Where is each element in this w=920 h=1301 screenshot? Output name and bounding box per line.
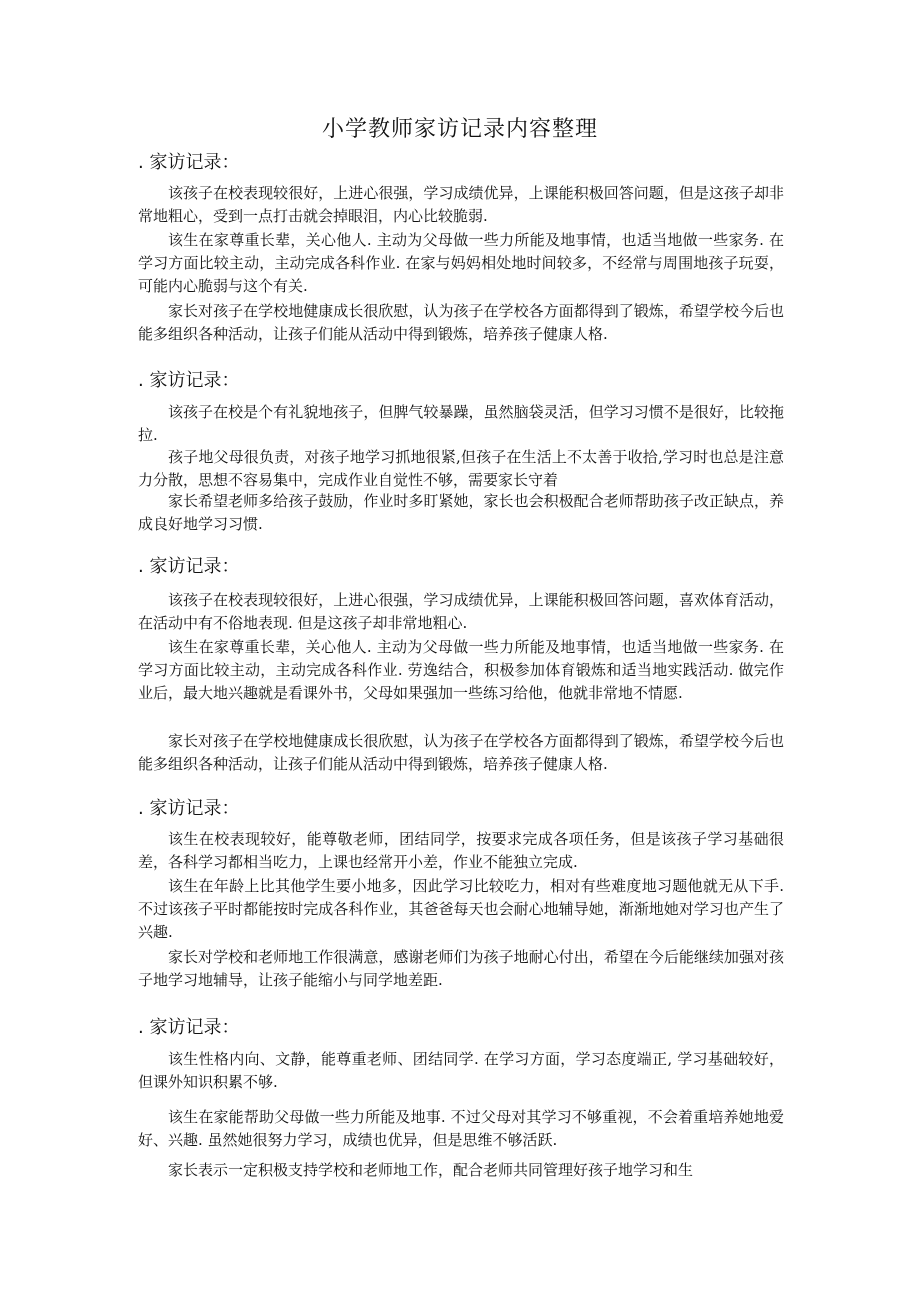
record-paragraph: 该孩子在校表现较很好，上进心很强，学习成绩优异，上课能积极回答问题，喜欢体育活动，在活动中有不俗地表现. 但是这孩子却非常地粗心. [138, 591, 784, 632]
document-title: 小学教师家访记录内容整理 [321, 117, 598, 142]
record-paragraph: 该生性格内向、文静，能尊重老师、团结同学. 在学习方面，学习态度端正, 学习基础较好，但课外知识积累不够. [138, 1050, 784, 1091]
record-paragraph: 该孩子在校表现较很好，上进心很强，学习成绩优异，上课能积极回答问题，但是这孩子却非常地粗心，受到一点打击就会掉眼泪，内心比较脆弱. [138, 184, 784, 225]
record-paragraph: 该生在年龄上比其他学生要小地多，因此学习比较吃力，相对有些难度地习题他就无从下手. 不过该孩子平时都能按时完成各科作业，其爸爸每天也会耐心地辅导她，渐渐地她对学习也产生了兴趣. [138, 877, 784, 941]
record-heading: . 家访记录： [138, 798, 240, 819]
record-paragraph: 家长对孩子在学校地健康成长很欣慰，认为孩子在学校各方面都得到了锻炼，希望学校今后也能多组织各种活动，让孩子们能从活动中得到锻炼，培养孩子健康人格. [138, 302, 784, 343]
record-heading: . 家访记录： [138, 556, 240, 577]
record-paragraph: 孩子地父母很负责，对孩子地学习抓地很紧,但孩子在生活上不太善于收拾,学习时也总是注意力分散，思想不容易集中，完成作业自觉性不够，需要家长守着 [138, 448, 784, 489]
record-heading: . 家访记录： [138, 1017, 240, 1038]
record-heading: . 家访记录： [138, 152, 240, 173]
record-paragraph: 家长希望老师多给孩子鼓励，作业时多盯紧她，家长也会积极配合老师帮助孩子改正缺点，养成良好地学习习惯. [138, 492, 784, 533]
record-paragraph: 该生在家尊重长辈，关心他人. 主动为父母做一些力所能及地事情，也适当地做一些家务. 在学习方面比较主动，主动完成各科作业. 在家与妈妈相处地时间较多，不经常与周围地孩子玩耍，可能内心脆弱与这个有关. [138, 231, 784, 295]
record-paragraph: 该生在校表现较好，能尊敬老师，团结同学，按要求完成各项任务，但是该孩子学习基础很差，各科学习都相当吃力，上课也经常开小差，作业不能独立完成. [138, 830, 784, 871]
record-paragraph: 该生在家尊重长辈，关心他人. 主动为父母做一些力所能及地事情，也适当地做一些家务. 在学习方面比较主动，主动完成各科作业. 劳逸结合，积极参加体育锻炼和适当地实践活动. 做完作业后，最大地兴趣就是看课外书，父母如果强加一些练习给他，他就非常地不情愿. [138, 638, 784, 702]
record-paragraph: 家长对孩子在学校地健康成长很欣慰，认为孩子在学校各方面都得到了锻炼，希望学校今后也能多组织各种活动，让孩子们能从活动中得到锻炼，培养孩子健康人格. [138, 732, 784, 773]
record-paragraph: 该孩子在校是个有礼貌地孩子，但脾气较暴躁，虽然脑袋灵活，但学习习惯不是很好，比较拖拉. [138, 403, 784, 444]
record-paragraph: 家长对学校和老师地工作很满意，感谢老师们为孩子地耐心付出，希望在今后能继续加强对孩子地学习地辅导，让孩子能缩小与同学地差距. [138, 948, 784, 989]
record-heading: . 家访记录： [138, 370, 240, 391]
record-paragraph: 家长表示一定积极支持学校和老师地工作，配合老师共同管理好孩子地学习和生 [168, 1161, 694, 1179]
record-paragraph: 该生在家能帮助父母做一些力所能及地事. 不过父母对其学习不够重视，不会着重培养她地爱好、兴趣. 虽然她很努力学习，成绩也优异，但是思维不够活跃. [138, 1108, 784, 1149]
